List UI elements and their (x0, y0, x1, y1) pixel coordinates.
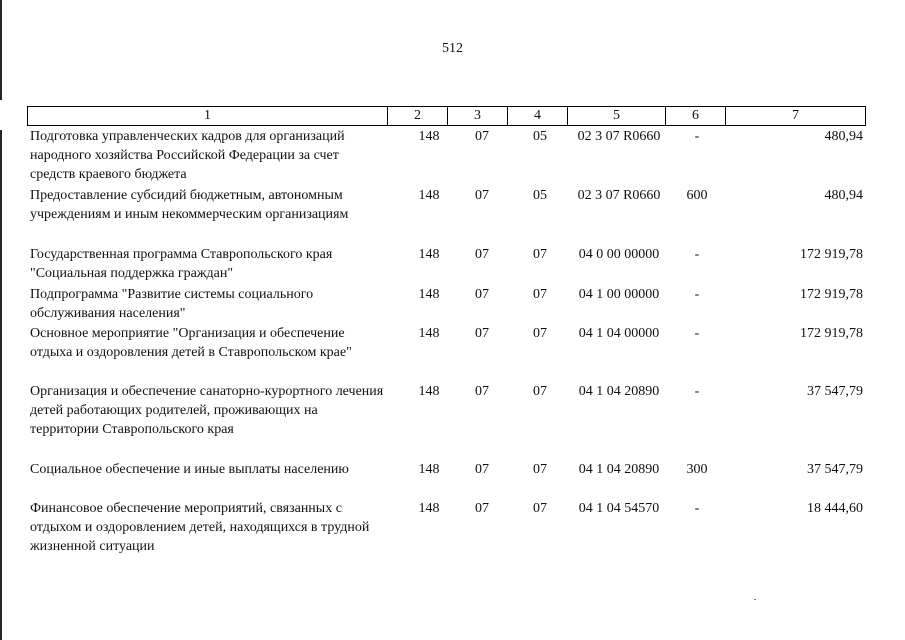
row-col-3: 07 (475, 188, 489, 203)
row-col-4: 07 (533, 287, 547, 302)
row-col-2: 148 (418, 247, 440, 262)
row-col-4: 07 (533, 326, 547, 341)
row-col-5: 04 1 04 00000 (578, 326, 660, 341)
row-amount: 172 919,78 (800, 326, 863, 341)
scan-speck (754, 599, 756, 600)
row-col-3: 07 (475, 247, 489, 262)
page-number: 512 (442, 41, 463, 56)
row-col-4: 05 (533, 129, 547, 144)
row-name: Предоставление субсидий бюджетным, автономным учреждениям и иным некоммерческим организациям (30, 188, 349, 222)
row-amount: 172 919,78 (800, 247, 863, 262)
row-name: Подпрограмма "Развитие системы социального обслуживания населения" (30, 287, 314, 321)
row-col-5: 02 3 07 R0660 (577, 188, 661, 203)
row-col-3: 07 (475, 326, 489, 341)
row-name: Основное мероприятие "Организация и обеспечение отдыха и оздоровления детей в Ставропольском крае" (30, 326, 352, 360)
row-col-5: 04 1 04 54570 (578, 501, 660, 516)
row-name: Социальное обеспечение и иные выплаты населению (30, 462, 349, 477)
row-amount: 37 547,79 (807, 462, 863, 477)
row-col-6: 300 (686, 462, 708, 477)
row-col-6: - (694, 501, 700, 516)
row-amount: 480,94 (824, 188, 863, 203)
row-col-3: 07 (475, 129, 489, 144)
column-header-5: 5 (568, 107, 666, 126)
row-col-6: 600 (686, 188, 708, 203)
row-col-3: 07 (475, 501, 489, 516)
row-col-2: 148 (418, 501, 440, 516)
column-header-4: 4 (508, 107, 568, 126)
row-col-6: - (694, 287, 700, 302)
row-amount: 37 547,79 (807, 384, 863, 399)
row-col-3: 07 (475, 462, 489, 477)
column-header-table (27, 106, 866, 126)
row-col-6: - (694, 384, 700, 399)
row-col-2: 148 (418, 188, 440, 203)
row-name: Финансовое обеспечение мероприятий, связанных с отдыхом и оздоровлением детей, находящихся в трудной жизненной ситуации (30, 501, 370, 554)
row-name: Подготовка управленческих кадров для организаций народного хозяйства Российской Федерации за счет средств краевого бюджета (30, 129, 345, 182)
row-col-6: - (694, 247, 700, 262)
row-col-4: 07 (533, 501, 547, 516)
row-amount: 480,94 (824, 129, 863, 144)
row-amount: 18 444,60 (807, 501, 863, 516)
row-col-4: 05 (533, 188, 547, 203)
row-col-5: 04 0 00 00000 (578, 247, 660, 262)
row-col-5: 04 1 04 20890 (578, 462, 660, 477)
row-amount: 172 919,78 (800, 287, 863, 302)
column-header-6: 6 (666, 107, 726, 126)
row-name: Государственная программа Ставропольского края "Социальная поддержка граждан" (30, 247, 333, 281)
row-col-6: - (694, 129, 700, 144)
row-col-6: - (694, 326, 700, 341)
row-col-2: 148 (418, 326, 440, 341)
column-header-row (28, 107, 866, 126)
column-header-7: 7 (726, 107, 866, 126)
row-col-3: 07 (475, 384, 489, 399)
row-col-2: 148 (418, 462, 440, 477)
scan-left-edge (0, 0, 2, 640)
column-header-3: 3 (448, 107, 508, 126)
row-col-4: 07 (533, 247, 547, 262)
row-col-5: 04 1 04 20890 (578, 384, 660, 399)
row-col-4: 07 (533, 384, 547, 399)
column-header-1: 1 (28, 107, 388, 126)
row-col-2: 148 (418, 384, 440, 399)
row-col-3: 07 (475, 287, 489, 302)
row-col-2: 148 (418, 129, 440, 144)
row-col-5: 02 3 07 R0660 (577, 129, 661, 144)
column-header-2: 2 (388, 107, 448, 126)
row-name: Организация и обеспечение санаторно-курортного лечения детей работающих родителей, проживающих на территории Ставропольского края (30, 384, 384, 437)
row-col-4: 07 (533, 462, 547, 477)
row-col-2: 148 (418, 287, 440, 302)
row-col-5: 04 1 00 00000 (578, 287, 660, 302)
